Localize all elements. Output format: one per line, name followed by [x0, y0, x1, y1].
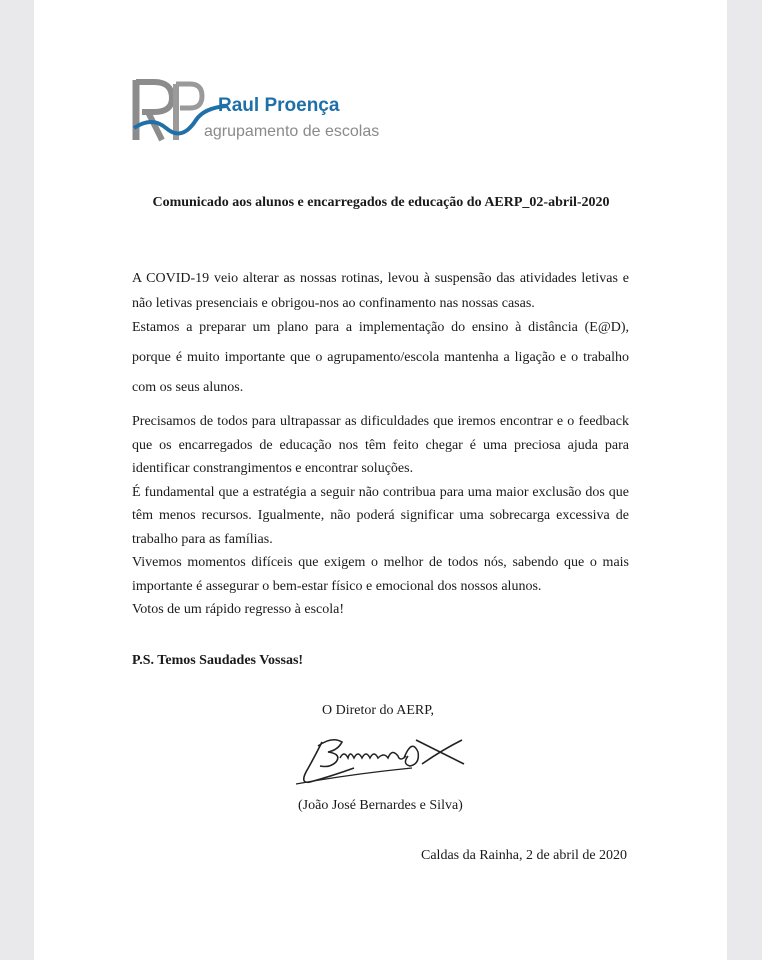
school-logo — [132, 76, 392, 146]
document-title: Comunicado aos alunos e encarregados de educação do AERP_02-abril-2020 — [152, 195, 610, 210]
signer-title: O Diretor do AERP, — [322, 703, 434, 718]
paragraph: Votos de um rápido regresso à escola! — [132, 602, 345, 617]
paragraph: A COVID-19 veio alterar as nossas rotinas, levou à suspensão das atividades letivas e não letivas presenciais e obrigou-nos ao confinamento nas nossas casas. — [132, 271, 629, 311]
paragraph: Estamos a preparar um plano para a implementação do ensino à distância (E@D), porque é muito importante que o agrupamento/escola mantenha a ligação e o trabalho com os seus alunos. — [132, 320, 629, 395]
paragraph: Precisamos de todos para ultrapassar as dificuldades que iremos encontrar e o feedback que os encarregados de educação nos têm feito chegar é uma preciosa ajuda para identificar constrangimentos e encontrar soluções. — [132, 414, 629, 476]
paragraph: Vivemos momentos difíceis que exigem o melhor de todos nós, sabendo que o mais importante é assegurar o bem-estar físico e emocional dos nossos alunos. — [132, 555, 629, 594]
place-and-date: Caldas da Rainha, 2 de abril de 2020 — [421, 848, 628, 863]
handwritten-signature — [292, 728, 472, 795]
postscript: P.S. Temos Saudades Vossas! — [132, 653, 304, 668]
paragraph: É fundamental que a estratégia a seguir não contribua para uma maior exclusão dos que têm menos recursos. Igualmente, não poderá significar uma sobrecarga excessiva de trabalho para as famílias. — [132, 484, 629, 547]
logo-subtitle: agrupamento de escolas — [204, 123, 380, 140]
signer-name: (João José Bernardes e Silva) — [298, 798, 463, 813]
paragraph-block — [132, 410, 629, 622]
logo-name: Raul Proença — [218, 95, 340, 116]
